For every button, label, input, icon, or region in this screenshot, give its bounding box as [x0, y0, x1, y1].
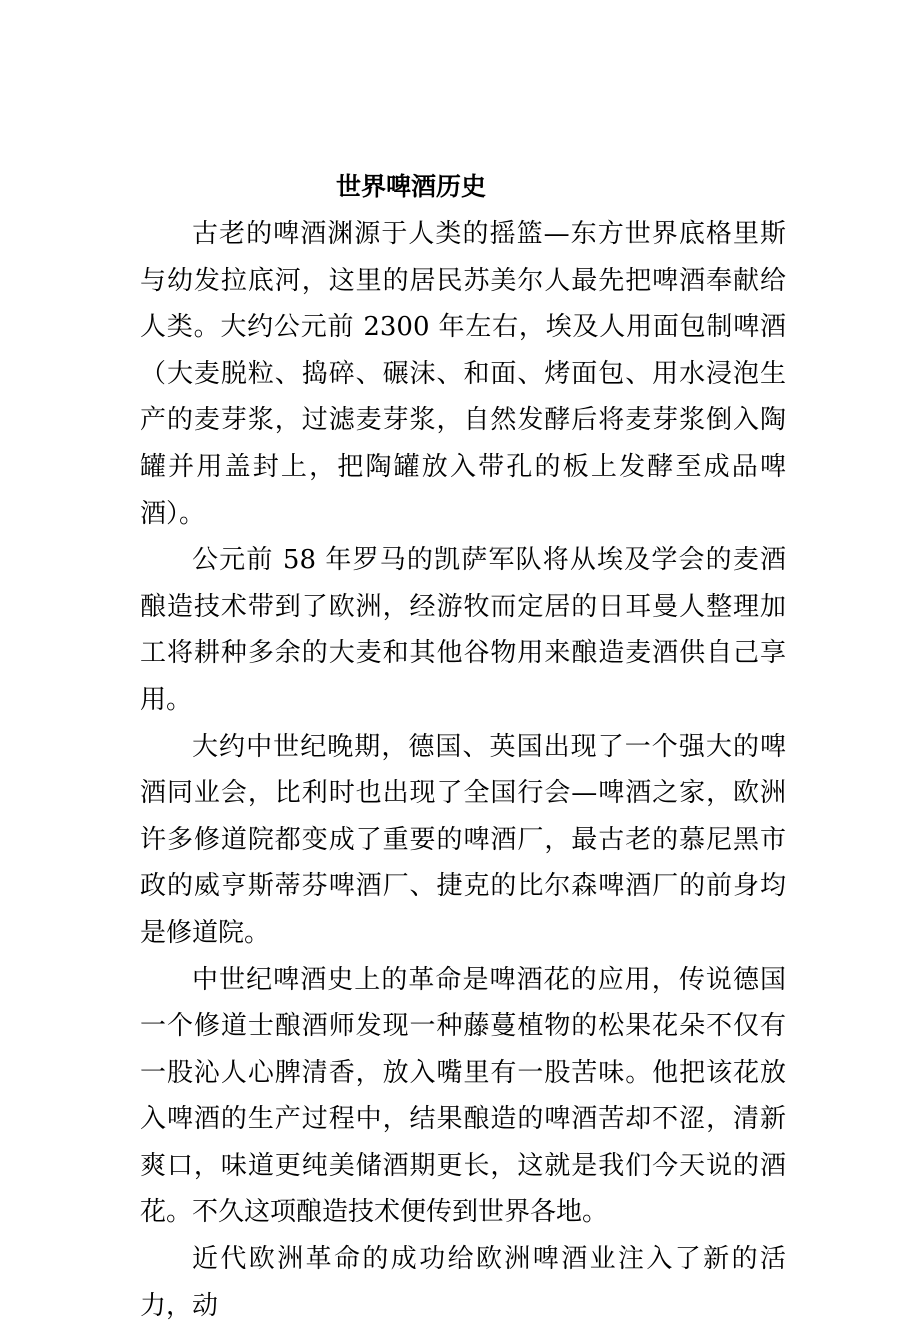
paragraph-1: 古老的啤酒渊源于人类的摇篮—东方世界底格里斯与幼发拉底河，这里的居民苏美尔人最先把啤酒奉献给人类。大约公元前 2300 年左右，埃及人用面包制啤酒（大麦脱粒、捣碎、碾沫、和面、烤面包、用水浸泡生产的麦芽浆，过滤麦芽浆，自然发酵后将麦芽浆倒入陶罐并用盖封上，把陶罐放入带孔的板上发酵至成品啤酒）。 [140, 219, 786, 529]
paragraph-4: 中世纪啤酒史上的革命是啤酒花的应用，传说德国一个修道士酿酒师发现一种藤蔓植物的松果花朵不仅有一股沁人心脾清香，放入嘴里有一股苦味。他把该花放入啤酒的生产过程中，结果酿造的啤酒苦却不涩，清新爽口，味道更纯美储酒期更长，这就是我们今天说的酒花。不久这项酿造技术便传到世界各地。 [140, 964, 786, 1228]
paragraph-3: 大约中世纪晚期，德国、英国出现了一个强大的啤酒同业会，比利时也出现了全国行会—啤酒之家，欧洲许多修道院都变成了重要的啤酒厂，最古老的慕尼黑市政的威亨斯蒂芬啤酒厂、捷克的比尔森啤酒厂的前身均是修道院。 [140, 731, 786, 948]
document-body [140, 211, 786, 1329]
paragraph-5: 近代欧洲革命的成功给欧洲啤酒业注入了新的活力，动 [140, 1244, 786, 1321]
document-title: 世界啤酒历史 [335, 172, 486, 201]
paragraph-2: 公元前 58 年罗马的凯萨军队将从埃及学会的麦酒酿造技术带到了欧洲，经游牧而定居的日耳曼人整理加工将耕种多余的大麦和其他谷物用来酿造麦酒供自己享用。 [140, 545, 786, 715]
